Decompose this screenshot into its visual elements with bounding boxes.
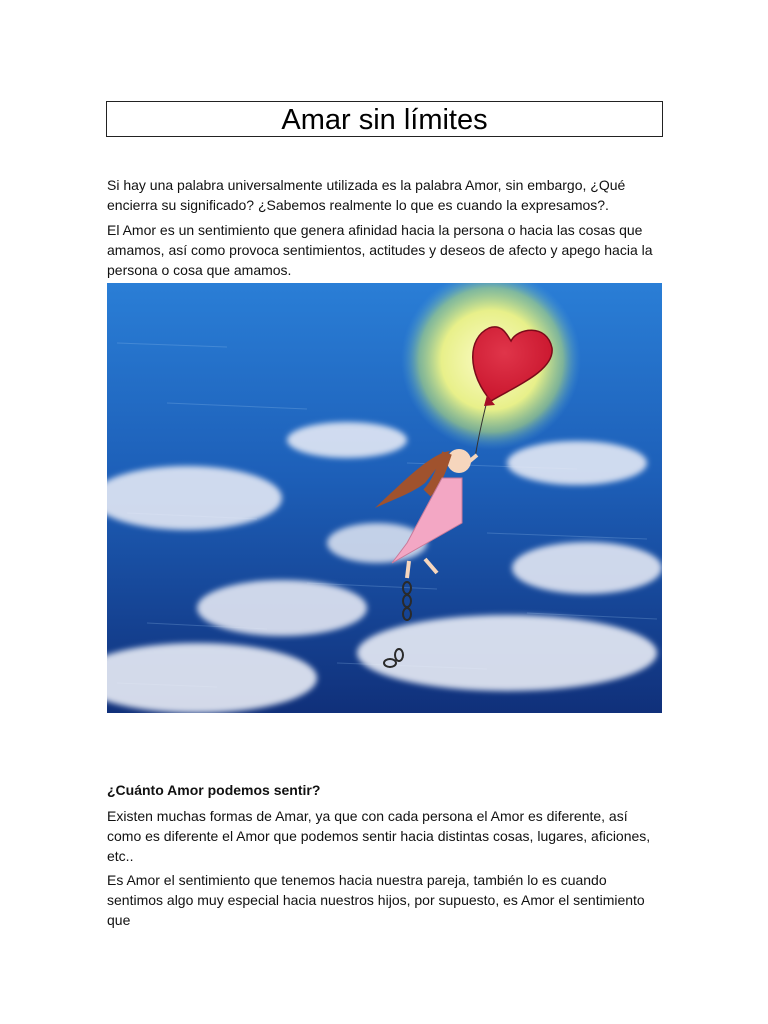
cloud-6 [197, 580, 367, 636]
section-paragraph-1: Existen muchas formas de Amar, ya que con cada persona el Amor es diferente, así como es diferente el Amor que podemos sentir hacia distintas cosas, lugares, aficiones, etc.. [107, 808, 651, 864]
intro-paragraph-1: Si hay una palabra universalmente utilizada es la palabra Amor, sin embargo, ¿Qué encierra su significado? ¿Sabemos realmente lo que es cuando la expresamos?. [107, 177, 626, 213]
cloud-5 [512, 542, 662, 594]
document-title: Amar sin límites [281, 104, 488, 136]
title-box [106, 101, 663, 137]
section-paragraph-2: Es Amor el sentimiento que tenemos hacia nuestra pareja, también lo es cuando sentimos algo muy especial hacia nuestros hijos, por supuesto, es Amor el sentimiento que [107, 872, 645, 928]
cloud-2 [507, 441, 647, 485]
illustration-svg [107, 283, 662, 713]
section-heading: ¿Cuánto Amor podemos sentir? [107, 782, 321, 798]
girl-heart-balloon-illustration [107, 283, 662, 713]
cloud-1 [287, 422, 407, 458]
intro-paragraph-2: El Amor es un sentimiento que genera afinidad hacia la persona o hacia las cosas que amamos, así como provoca sentimientos, actitudes y deseos de afecto y apego hacia la persona o cosa que amamos. [107, 222, 653, 278]
